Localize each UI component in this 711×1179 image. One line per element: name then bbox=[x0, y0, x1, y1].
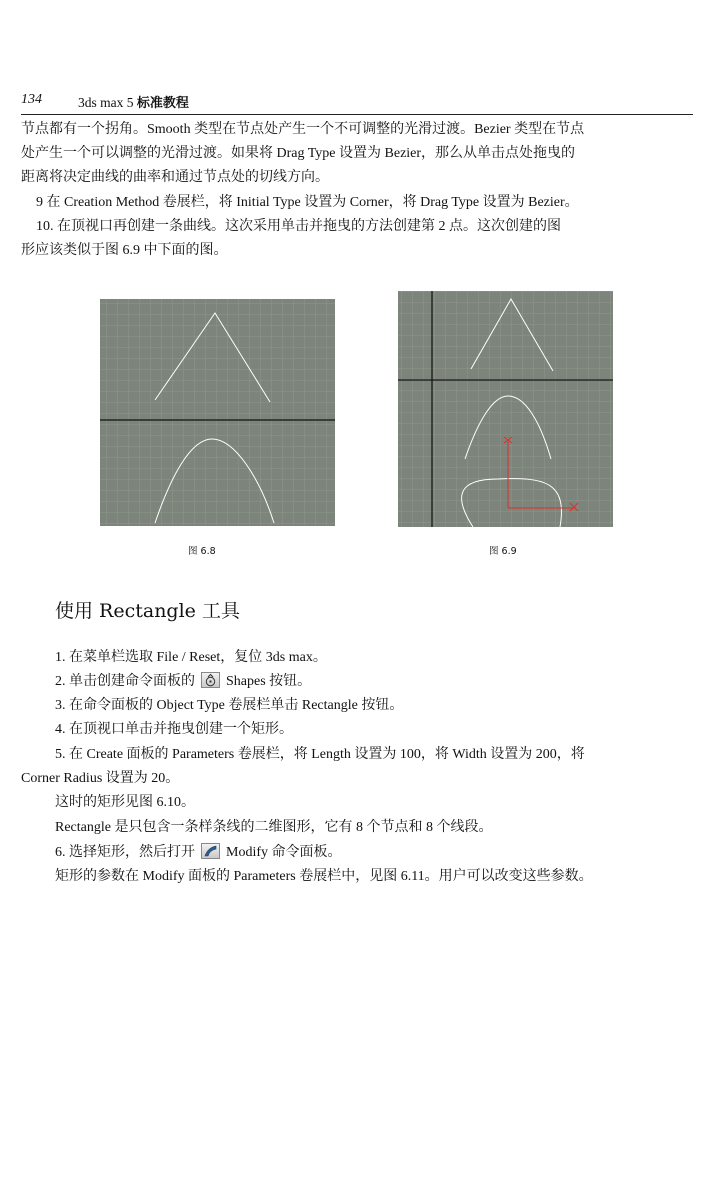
figure-6-8-viewport bbox=[100, 299, 335, 526]
viewport-grid bbox=[398, 291, 613, 527]
body-text-line: 距离将决定曲线的曲率和通过节点处的切线方向。 bbox=[21, 170, 329, 185]
step-10-line1: 10. 在顶视口再创建一条曲线。这次采用单击并拖曳的方法创建第 2 点。这次创建的图 bbox=[36, 219, 561, 234]
page-number: 134 bbox=[21, 92, 42, 107]
final-paragraph: 矩形的参数在 Modify 面板的 Parameters 卷展栏中，见图 6.11。用户可以改变这些参数。 bbox=[55, 869, 593, 884]
step-3: 3. 在命令面板的 Object Type 卷展栏单击 Rectangle 按钮。 bbox=[55, 698, 404, 713]
step-5-note: 这时的矩形见图 6.10。 bbox=[55, 795, 195, 810]
figure-6-9-caption: 图 6.9 bbox=[489, 546, 517, 557]
step-1: 1. 在菜单栏选取 File / Reset，复位 3ds max。 bbox=[55, 650, 327, 665]
body-text-line: 处产生一个可以调整的光滑过渡。如果将 Drag Type 设置为 Bezier，那么从单击点处拖曳的 bbox=[21, 146, 576, 161]
modify-icon bbox=[201, 843, 220, 859]
figure-6-8-caption: 图 6.8 bbox=[188, 546, 216, 557]
rectangle-note: Rectangle 是只包含一条样条线的二维图形，它有 8 个节点和 8 个线段。 bbox=[55, 820, 493, 835]
step-4: 4. 在顶视口单击并拖曳创建一个矩形。 bbox=[55, 722, 293, 737]
step-2-label: Shapes 按钮。 bbox=[226, 674, 312, 689]
book-title-main: 标准教程 bbox=[136, 96, 189, 111]
step-6-label: Modify 命令面板。 bbox=[226, 845, 342, 860]
running-header bbox=[21, 90, 693, 115]
step-10-line2: 形应该类似于图 6.9 中下面的图。 bbox=[21, 243, 228, 258]
viewport-grid bbox=[100, 299, 335, 526]
step-6-text: 6. 选择矩形，然后打开 bbox=[55, 845, 195, 860]
section-title: 使用 Rectangle 工具 bbox=[55, 600, 240, 622]
step-2-text: 2. 单击创建命令面板的 bbox=[55, 674, 195, 689]
body-text-line: 节点都有一个拐角。Smooth 类型在节点处产生一个不可调整的光滑过渡。Bezier 类型在节点 bbox=[21, 122, 585, 137]
step-6 bbox=[55, 843, 342, 863]
step-5-line1: 5. 在 Create 面板的 Parameters 卷展栏，将 Length 设置为 100，将 Width 设置为 200，将 bbox=[55, 747, 585, 762]
book-title-prefix: 3ds max 5 bbox=[78, 95, 137, 110]
figure-6-8-drawing bbox=[100, 299, 335, 526]
step-9: 9 在 Creation Method 卷展栏，将 Initial Type 设置为 Corner，将 Drag Type 设置为 Bezier。 bbox=[36, 195, 579, 210]
step-2 bbox=[55, 672, 311, 692]
book-title bbox=[78, 92, 189, 111]
step-5-line2: Corner Radius 设置为 20。 bbox=[21, 771, 180, 786]
shapes-icon bbox=[201, 672, 220, 688]
figure-6-9-viewport bbox=[398, 291, 613, 527]
figure-6-9-drawing bbox=[398, 291, 613, 527]
